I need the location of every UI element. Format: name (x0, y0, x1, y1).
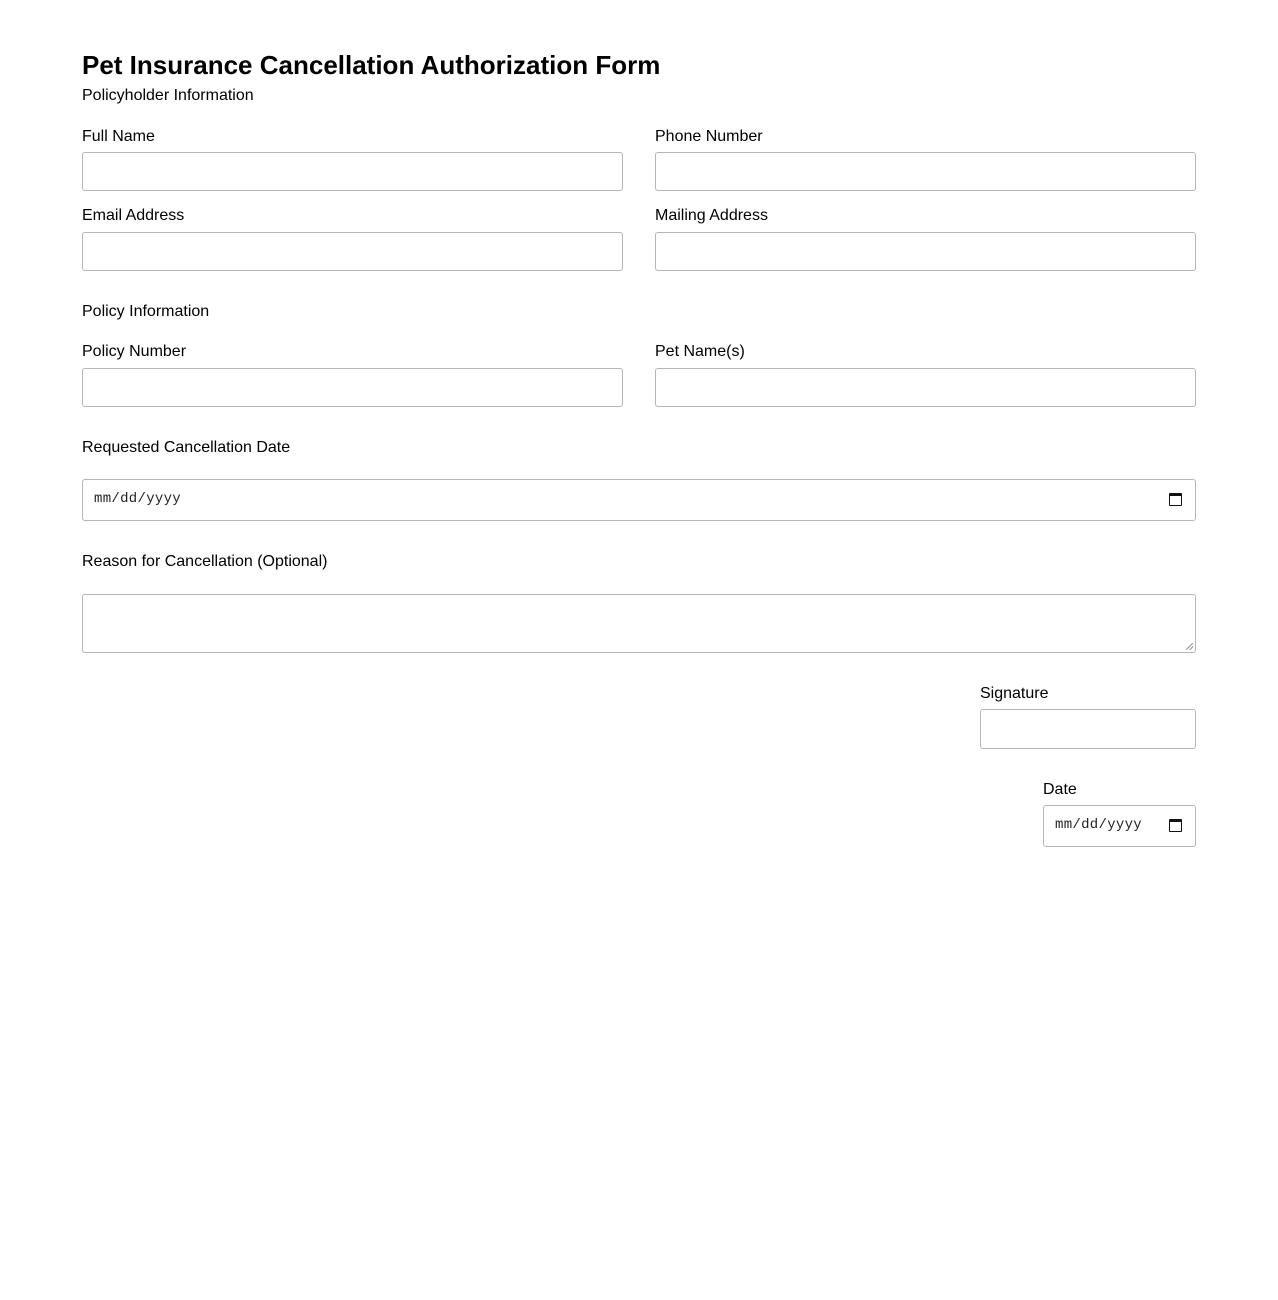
section-heading-policy: Policy Information (82, 303, 210, 320)
date-input[interactable] (1043, 805, 1196, 847)
pet-names-input[interactable] (655, 368, 1196, 407)
signature-label: Signature (980, 685, 1049, 702)
email-address-input[interactable] (82, 232, 623, 271)
resize-grip-icon[interactable] (1186, 643, 1193, 650)
policy-number-label: Policy Number (82, 343, 187, 360)
calendar-icon[interactable] (1169, 493, 1182, 506)
date-placeholder: mm/dd/yyyy (94, 491, 182, 507)
page-title: Pet Insurance Cancellation Authorization Form (82, 50, 661, 80)
full-name-input[interactable] (82, 152, 623, 191)
full-name-label: Full Name (82, 128, 155, 145)
calendar-icon[interactable] (1169, 819, 1182, 832)
date-label: Date (1043, 781, 1077, 798)
reason-label: Reason for Cancellation (Optional) (82, 553, 328, 570)
email-address-label: Email Address (82, 207, 185, 224)
phone-number-input[interactable] (655, 152, 1196, 191)
phone-number-label: Phone Number (655, 128, 763, 145)
section-heading-policyholder: Policyholder Information (82, 87, 254, 104)
cancellation-date-input[interactable] (82, 479, 1196, 521)
cancellation-date-label: Requested Cancellation Date (82, 439, 291, 456)
policy-number-input[interactable] (82, 368, 623, 407)
date-placeholder: mm/dd/yyyy (1055, 817, 1143, 833)
mailing-address-input[interactable] (655, 232, 1196, 271)
mailing-address-label: Mailing Address (655, 207, 768, 224)
signature-input[interactable] (980, 709, 1196, 749)
reason-textarea[interactable] (82, 594, 1196, 653)
pet-names-label: Pet Name(s) (655, 343, 745, 360)
